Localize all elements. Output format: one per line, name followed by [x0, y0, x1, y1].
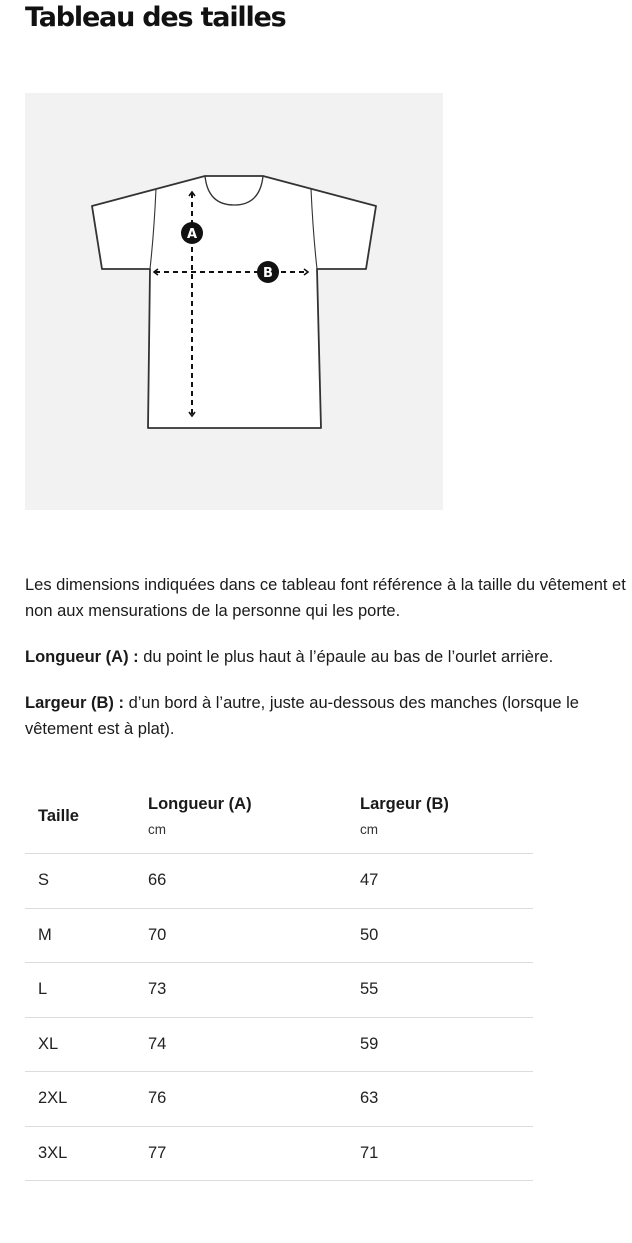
- cell-length: 66: [148, 854, 360, 909]
- header-size: [25, 779, 148, 854]
- tshirt-diagram: [25, 93, 443, 510]
- header-unit: cm: [360, 822, 378, 837]
- size-table: [25, 779, 533, 1181]
- cell-length: 77: [148, 1126, 360, 1181]
- cell-size: M: [25, 908, 148, 963]
- cell-width: 50: [360, 908, 533, 963]
- table-row: [25, 1072, 533, 1127]
- header-label: Longueur (A): [148, 795, 252, 813]
- cell-length: 70: [148, 908, 360, 963]
- table-row: [25, 854, 533, 909]
- width-text: d’un bord à l’autre, juste au-dessous des manches (lorsque le vêtement est à plat).: [25, 694, 579, 738]
- cell-width: 47: [360, 854, 533, 909]
- cell-width: 55: [360, 963, 533, 1018]
- table-row: [25, 1126, 533, 1181]
- header-label: Largeur (B): [360, 795, 449, 813]
- length-text: du point le plus haut à l’épaule au bas de l’ourlet arrière.: [138, 648, 554, 666]
- cell-size: XL: [25, 1017, 148, 1072]
- header-unit: cm: [148, 822, 166, 837]
- width-definition: [25, 690, 630, 742]
- header-width: [360, 779, 533, 854]
- tshirt-outline: [92, 176, 376, 428]
- badge-b-label: B: [263, 266, 273, 281]
- cell-size: L: [25, 963, 148, 1018]
- header-length: [148, 779, 360, 854]
- cell-length: 73: [148, 963, 360, 1018]
- tshirt-measurement-icon: [25, 93, 443, 510]
- width-label: Largeur (B) :: [25, 694, 124, 712]
- cell-length: 76: [148, 1072, 360, 1127]
- header-label: Taille: [38, 806, 79, 825]
- cell-width: 71: [360, 1126, 533, 1181]
- cell-size: S: [25, 854, 148, 909]
- table-row: [25, 908, 533, 963]
- cell-width: 59: [360, 1017, 533, 1072]
- table-row: [25, 963, 533, 1018]
- cell-size: 3XL: [25, 1126, 148, 1181]
- table-header-row: [25, 779, 533, 854]
- length-definition: [25, 644, 630, 670]
- table-row: [25, 1017, 533, 1072]
- cell-width: 63: [360, 1072, 533, 1127]
- length-label: Longueur (A) :: [25, 648, 139, 666]
- badge-a-label: A: [186, 227, 198, 242]
- size-description: [25, 572, 630, 762]
- page-title: Tableau des tailles: [25, 2, 286, 33]
- intro-text: Les dimensions indiquées dans ce tableau font référence à la taille du vêtement et non aux mensurations de la personne qui les porte.: [25, 576, 626, 620]
- cell-size: 2XL: [25, 1072, 148, 1127]
- cell-length: 74: [148, 1017, 360, 1072]
